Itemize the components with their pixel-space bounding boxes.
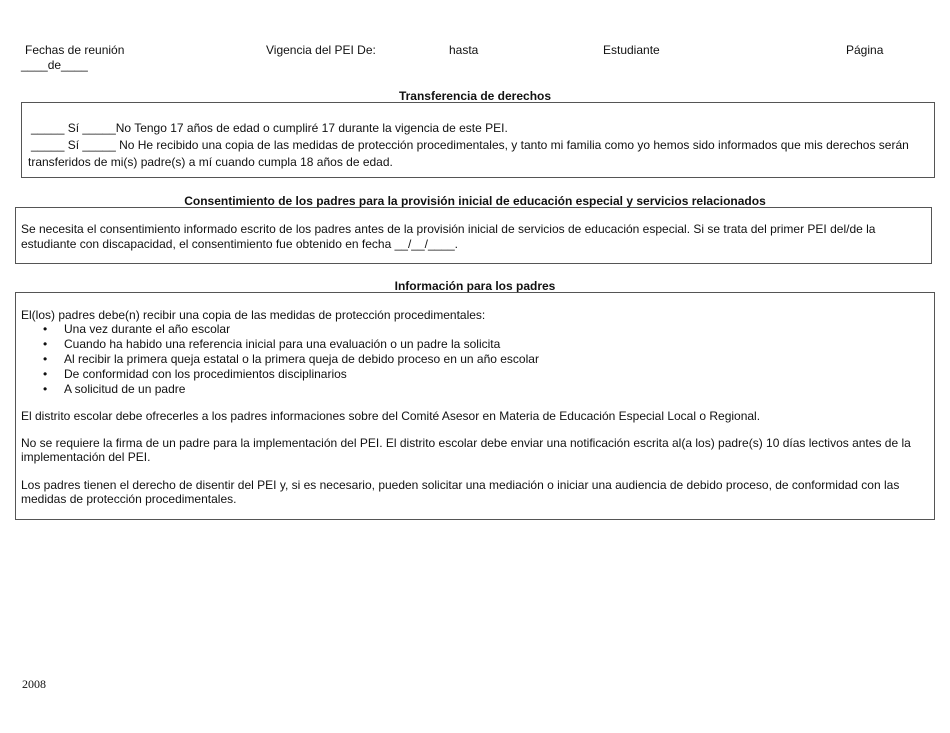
bullet-icon: • <box>43 322 48 336</box>
meeting-dates-label: Fechas de reunión <box>25 43 125 57</box>
consent-box <box>15 207 932 264</box>
page-label: Página <box>846 43 884 57</box>
student-label: Estudiante <box>603 43 660 57</box>
consent-title: Consentimiento de los padres para la provisión inicial de educación especial y servicios relacionados <box>184 194 766 208</box>
list-item <box>21 337 539 352</box>
list-item <box>21 322 539 337</box>
list-item <box>21 352 539 367</box>
bullet-icon: • <box>43 352 48 366</box>
transfer-rights-line-3: transferidos de mi(s) padre(s) a mí cuando cumpla 18 años de edad. <box>28 155 393 169</box>
dissent-paragraph-line-2: medidas de protección procedimentales. <box>21 492 237 506</box>
bullet-icon: • <box>43 367 48 381</box>
list-item <box>21 367 539 382</box>
transfer-rights-box <box>21 102 935 178</box>
transfer-rights-title: Transferencia de derechos <box>398 89 552 103</box>
parent-info-box <box>15 292 935 520</box>
parent-info-bullet-list <box>21 322 539 397</box>
until-label: hasta <box>449 43 479 57</box>
page-of-line: ____de____ <box>21 58 88 72</box>
transfer-rights-line-1: _____ Sí _____No Tengo 17 años de edad o cumpliré 17 durante la vigencia de este PEI. <box>31 121 508 135</box>
list-item-text: Cuando ha habido una referencia inicial para una evaluación o un padre la solicita <box>64 337 501 351</box>
parent-info-intro: El(los) padres debe(n) recibir una copia de las medidas de protección procedimentales: <box>21 308 486 322</box>
list-item <box>21 382 539 397</box>
footer-year: 2008 <box>22 677 46 691</box>
iep-validity-label: Vigencia del PEI De: <box>266 43 376 57</box>
advisory-committee-paragraph: El distrito escolar debe ofrecerles a los padres informaciones sobre del Comité Asesor en Materia de Educación Especial Local o Regional. <box>21 409 761 423</box>
list-item-text: Al recibir la primera queja estatal o la primera queja de debido proceso en un año escolar <box>64 352 539 366</box>
consent-line-1: Se necesita el consentimiento informado escrito de los padres antes de la provisión inicial de servicios de educación especial. Si se trata del primer PEI del/de la <box>21 222 876 236</box>
signature-paragraph-line-1: No se requiere la firma de un padre para la implementación del PEI. El distrito escolar debe enviar una notificación escrita al(a los) padre(s) 10 días lectivos antes de la <box>21 436 911 450</box>
signature-paragraph-line-2: implementación del PEI. <box>21 450 151 464</box>
bullet-icon: • <box>43 337 48 351</box>
parent-info-title: Información para los padres <box>394 279 556 293</box>
list-item-text: De conformidad con los procedimientos disciplinarios <box>64 367 347 381</box>
dissent-paragraph-line-1: Los padres tienen el derecho de disentir del PEI y, si es necesario, pueden solicitar una mediación o iniciar una audiencia de debido proceso, de conformidad con las <box>21 478 900 492</box>
transfer-rights-line-2: _____ Sí _____ No He recibido una copia de las medidas de protección procedimentales, y tanto mi familia como yo hemos sido informados que mis derechos serán <box>31 138 909 152</box>
list-item-text: Una vez durante el año escolar <box>64 322 231 336</box>
consent-line-2: estudiante con discapacidad, el consentimiento fue obtenido en fecha __/__/____. <box>21 237 458 251</box>
list-item-text: A solicitud de un padre <box>64 382 186 396</box>
bullet-icon: • <box>43 382 48 396</box>
